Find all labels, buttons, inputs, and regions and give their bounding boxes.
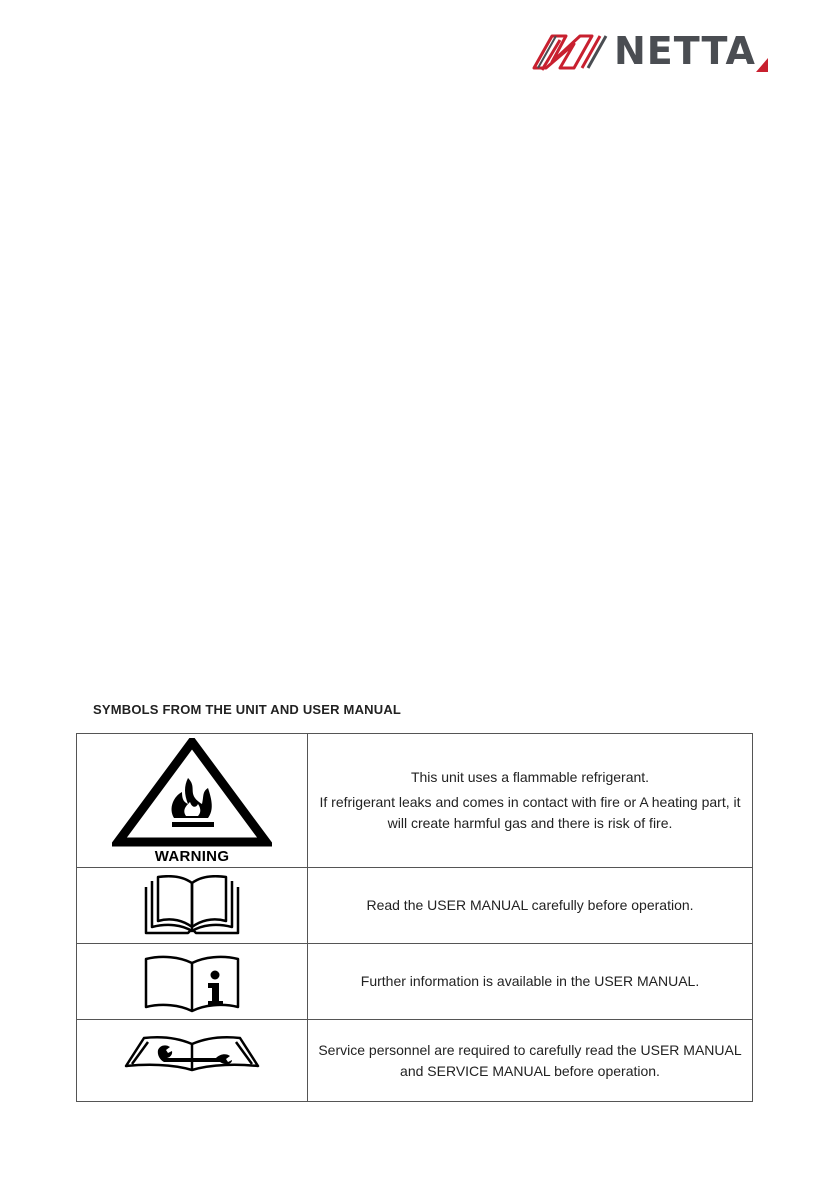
netta-logo <box>530 28 770 74</box>
section-title: SYMBOLS FROM THE UNIT AND USER MANUAL <box>93 702 402 717</box>
description-line: If refrigerant leaks and comes in contact with fire or A heating part, it will create harmful gas and there is risk of fire. <box>319 794 741 831</box>
open-book-icon <box>142 875 242 937</box>
symbol-icon-cell <box>77 868 308 944</box>
symbol-row-further-info <box>77 944 753 1020</box>
description-line: Service personnel are required to carefully read the USER MANUAL and SERVICE MANUAL before operation. <box>318 1041 742 1079</box>
symbol-icon-cell <box>77 944 308 1020</box>
symbol-row-read-manual <box>77 868 753 944</box>
netta-logo-mark-icon <box>530 28 610 74</box>
description-line: Further information is available in the USER MANUAL. <box>360 973 700 989</box>
warning-label: WARNING <box>154 848 230 865</box>
symbol-description <box>308 1020 753 1102</box>
flammable-warning-icon <box>112 738 272 850</box>
brand-name: NETTA <box>614 29 756 73</box>
symbol-row-flammable <box>77 734 753 868</box>
symbol-icon-cell <box>77 1020 308 1102</box>
symbol-description <box>308 944 753 1020</box>
symbols-table <box>76 733 753 1102</box>
symbol-description <box>308 868 753 944</box>
description-line: This unit uses a flammable refrigerant. <box>410 769 650 785</box>
symbol-row-service-manual <box>77 1020 753 1102</box>
book-info-icon <box>142 951 242 1013</box>
book-wrench-icon <box>122 1032 262 1072</box>
symbol-icon-cell <box>77 734 308 868</box>
brand-accent-icon <box>756 58 768 72</box>
description-line: Read the USER MANUAL carefully before operation. <box>366 897 694 913</box>
symbol-description <box>308 734 753 868</box>
